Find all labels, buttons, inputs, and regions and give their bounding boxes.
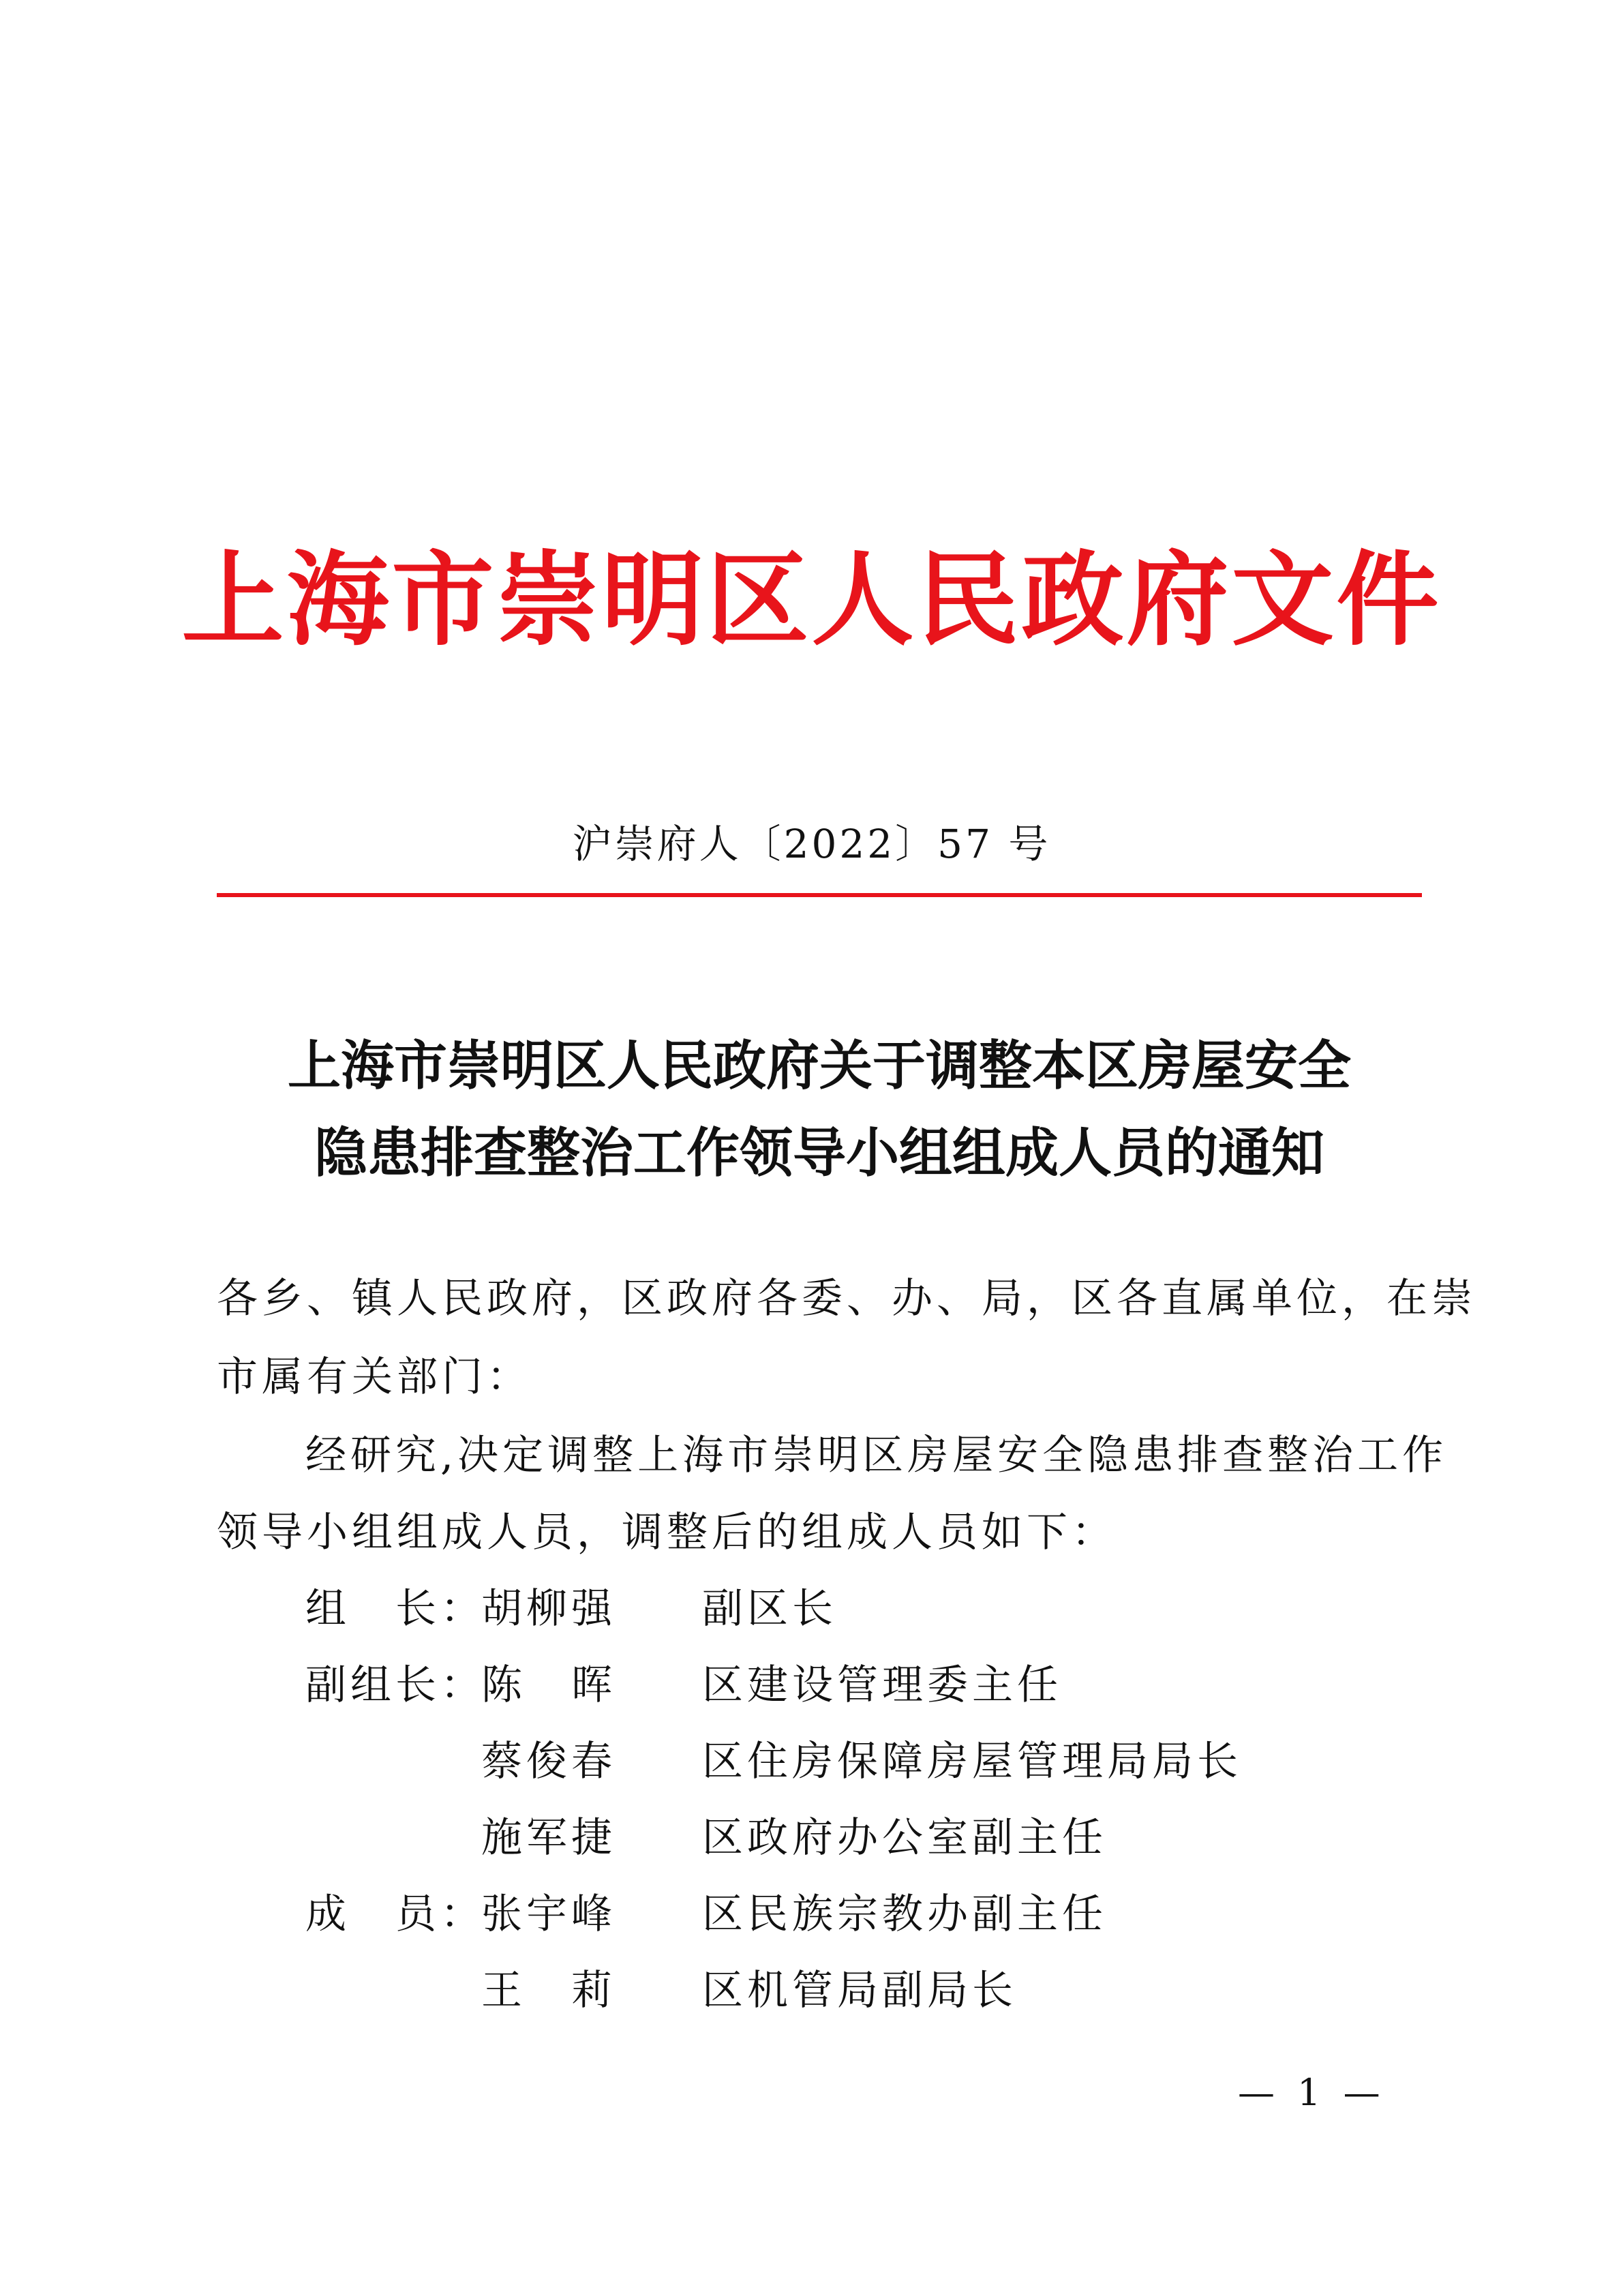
member-position: 区民族宗教办副主任 (702, 1890, 1107, 1938)
member-position: 区住房保障房屋管理局局长 (702, 1738, 1242, 1785)
member-role: 成 员： (305, 1890, 485, 1938)
member-position: 副区长 (702, 1585, 837, 1633)
member-name: 蔡俊春 (481, 1738, 616, 1785)
red-separator-line (217, 893, 1422, 897)
member-name: 胡柳强 (481, 1585, 616, 1633)
member-position: 区机管局副局长 (702, 1967, 1017, 2014)
member-name: 张宇峰 (481, 1890, 616, 1938)
member-position: 区建设管理委主任 (702, 1661, 1062, 1709)
salutation-line-2: 市属有关部门： (217, 1353, 532, 1401)
masthead: 上海市崇明区人民政府文件 (181, 540, 1442, 660)
member-role: 副组长： (305, 1661, 485, 1709)
member-name: 施军捷 (481, 1814, 616, 1862)
document-number: 沪崇府人〔2022〕57 号 (572, 821, 1051, 867)
member-name: 王 莉 (481, 1967, 616, 2014)
member-role: 组 长： (305, 1585, 485, 1633)
paragraph-line-2: 领导小组组成人员，调整后的组成人员如下： (217, 1509, 1117, 1556)
page-number: — 1 — (1238, 2071, 1386, 2114)
title-line-1: 上海市崇明区人民政府关于调整本区房屋安全 (287, 1035, 1351, 1097)
title-line-2: 隐患排查整治工作领导小组组成人员的通知 (314, 1122, 1324, 1184)
member-name: 陈 晖 (481, 1661, 616, 1709)
member-position: 区政府办公室副主任 (702, 1814, 1107, 1862)
document-title (217, 1023, 1422, 1197)
salutation-line-1: 各乡、镇人民政府，区政府各委、办、局，区各直属单位，在崇 (217, 1275, 1476, 1323)
paragraph-line-1: 经研究,决定调整上海市崇明区房屋安全隐患排查整治工作 (305, 1432, 1448, 1479)
